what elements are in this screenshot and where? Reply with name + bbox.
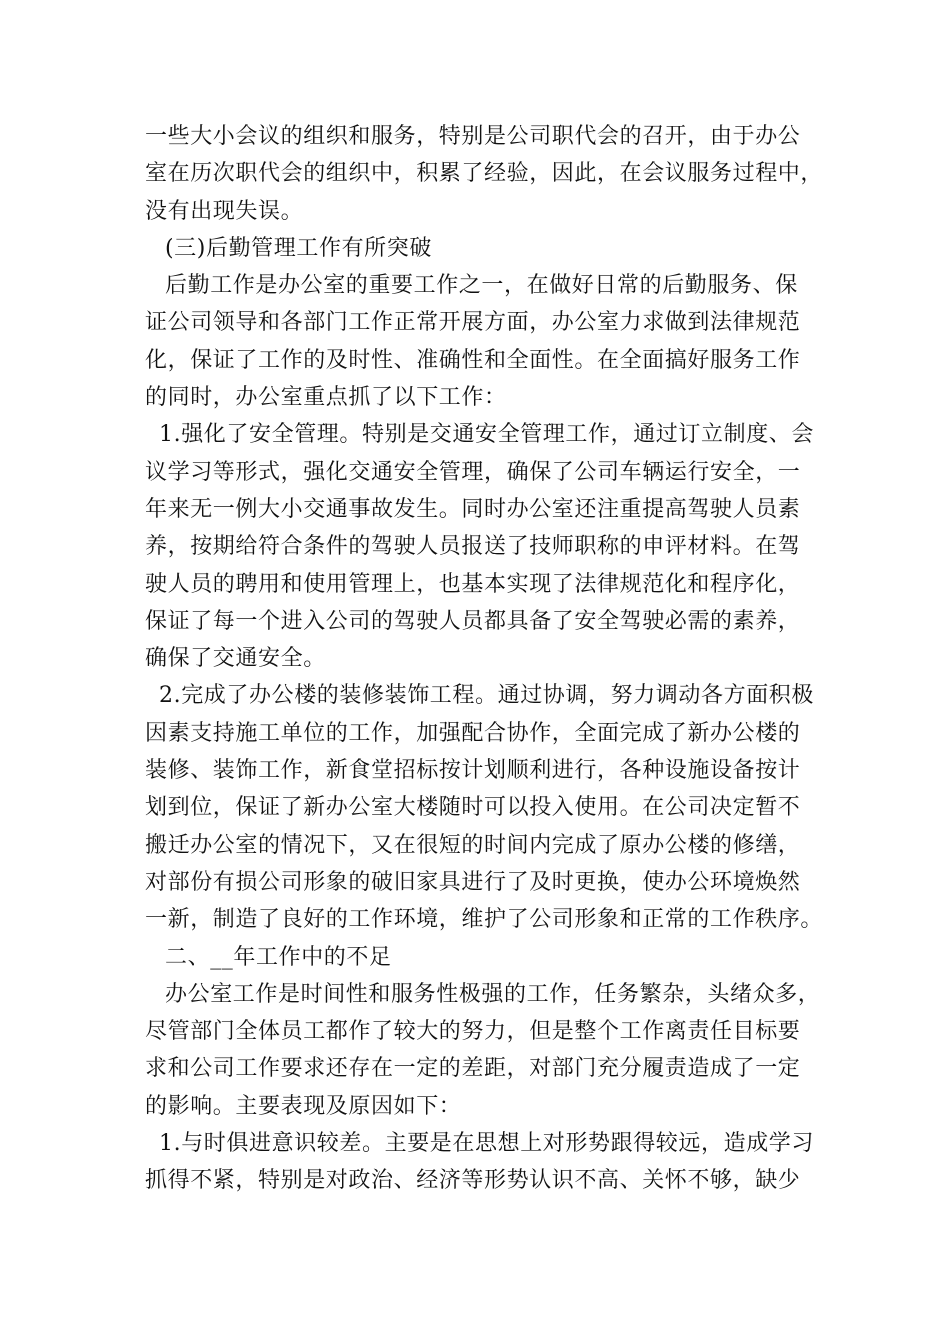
text-line: 尽管部门全体员工都作了较大的努力，但是整个工作离责任目标要 bbox=[145, 1019, 801, 1045]
paragraph-start-line: 后勤工作是办公室的重要工作之一，在做好日常的后勤服务、保 bbox=[165, 273, 798, 299]
text-line: 一些大小会议的组织和服务，特别是公司职代会的召开，由于办公 bbox=[145, 124, 801, 149]
text-line: 没有出现失误。 bbox=[145, 198, 304, 224]
list-item-start-line: 2.完成了办公楼的装修装饰工程。通过协调，努力调动各方面积极 bbox=[159, 683, 814, 709]
text-line: 因素支持施工单位的工作，加强配合协作，全面完成了新办公楼的 bbox=[145, 720, 801, 746]
text-line: 议学习等形式，强化交通安全管理，确保了公司车辆运行安全，一 bbox=[145, 459, 801, 485]
paragraph-start-line: 办公室工作是时间性和服务性极强的工作，任务繁杂，头绪众多， bbox=[165, 981, 821, 1007]
text-line: 一新，制造了良好的工作环境，维护了公司形象和正常的工作秩序。 bbox=[145, 907, 824, 933]
text-line: 求和公司工作要求还存在一定的差距，对部门充分履责造成了一定 bbox=[145, 1056, 801, 1082]
text-line: 划到位，保证了新办公室大楼随时可以投入使用。在公司决定暂不 bbox=[145, 795, 801, 821]
text-line: 证公司领导和各部门工作正常开展方面，办公室力求做到法律规范 bbox=[145, 310, 801, 336]
text-line: 对部份有损公司形象的破旧家具进行了及时更换，使办公环境焕然 bbox=[145, 869, 801, 895]
list-item-start-line: 1.与时俱进意识较差。主要是在思想上对形势跟得较远，造成学习 bbox=[159, 1131, 814, 1157]
list-item-start-line: 1.强化了安全管理。特别是交通安全管理工作，通过订立制度、会 bbox=[159, 422, 814, 448]
section-heading: (三)后勤管理工作有所突破 bbox=[165, 235, 432, 261]
text-line: 的同时，办公室重点抓了以下工作： bbox=[145, 385, 507, 411]
text-line: 年来无一例大小交通事故发生。同时办公室还注重提高驾驶人员素 bbox=[145, 496, 801, 522]
document-body bbox=[145, 118, 824, 1200]
text-line: 确保了交通安全。 bbox=[145, 646, 326, 672]
text-line: 的影响。主要表现及原因如下： bbox=[145, 1093, 462, 1119]
text-line: 室在历次职代会的组织中，积累了经验，因此，在会议服务过程中， bbox=[145, 161, 824, 187]
section-heading: 二、__年工作中的不足 bbox=[165, 944, 392, 970]
text-line: 养，按期给符合条件的驾驶人员报送了技师职称的申评材料。在驾 bbox=[145, 534, 801, 560]
text-line: 装修、装饰工作，新食堂招标按计划顺利进行，各种设施设备按计 bbox=[145, 758, 801, 784]
text-line: 保证了每一个进入公司的驾驶人员都具备了安全驾驶必需的素养， bbox=[145, 608, 801, 634]
text-line: 抓得不紧，特别是对政治、经济等形势认识不高、关怀不够，缺少 bbox=[145, 1168, 801, 1194]
text-line: 化，保证了工作的及时性、准确性和全面性。在全面搞好服务工作 bbox=[145, 347, 801, 373]
text-line: 驶人员的聘用和使用管理上，也基本实现了法律规范化和程序化， bbox=[145, 571, 801, 597]
text-line: 搬迁办公室的情况下，又在很短的时间内完成了原办公楼的修缮， bbox=[145, 832, 801, 858]
